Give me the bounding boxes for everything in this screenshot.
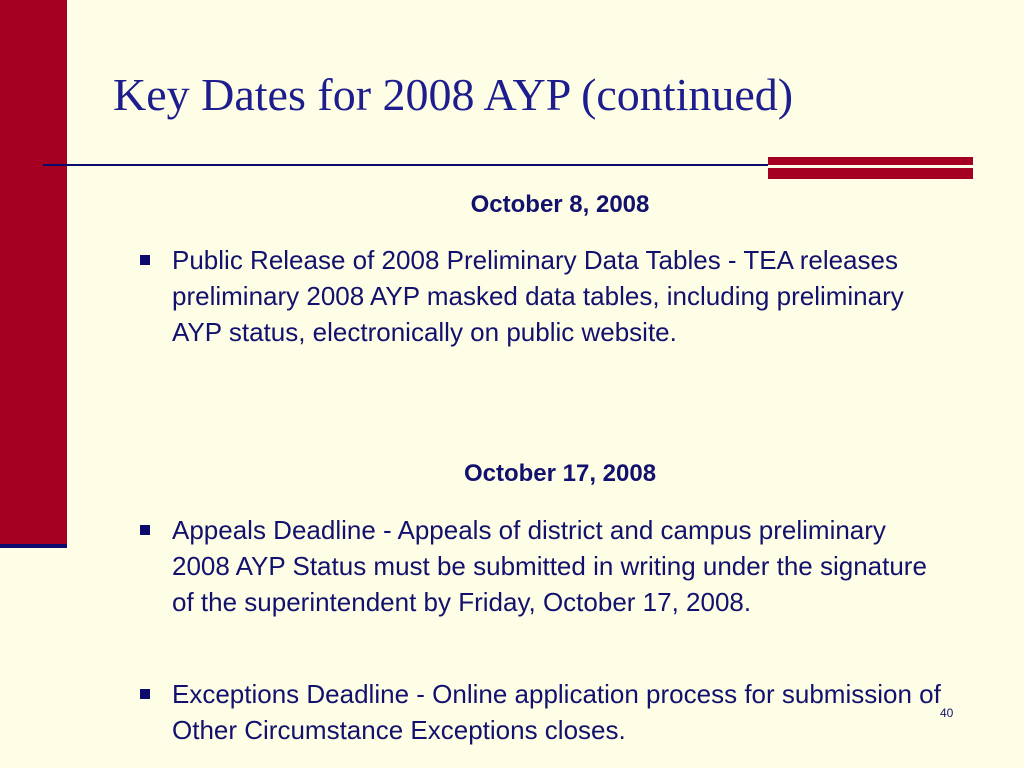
slide-number: 40 bbox=[940, 706, 954, 720]
date-heading-october-8: October 8, 2008 bbox=[470, 191, 650, 218]
left-accent-bar bbox=[0, 0, 67, 544]
bullet-text: Exceptions Deadline - Online application process for submission of Other Circumstance Exceptions closes. bbox=[172, 679, 941, 745]
bullet-exceptions-deadline bbox=[140, 676, 950, 748]
slide-title: Key Dates for 2008 AYP (continued) bbox=[113, 69, 794, 120]
bullet-text: Appeals Deadline - Appeals of district and campus preliminary 2008 AYP Status must be submitted in writing under the signature of the superintendent by Friday, October 17, 2008. bbox=[172, 515, 927, 617]
left-accent-underline bbox=[0, 544, 67, 548]
bullet-text: Public Release of 2008 Preliminary Data Tables - TEA releases preliminary 2008 AYP masked data tables, including preliminary AYP status, electronically on public website. bbox=[172, 245, 904, 347]
bullet-public-release bbox=[140, 242, 950, 350]
square-bullet-icon bbox=[140, 689, 150, 699]
square-bullet-icon bbox=[140, 255, 150, 265]
title-divider bbox=[43, 164, 770, 166]
date-heading-october-17: October 17, 2008 bbox=[463, 460, 657, 487]
square-bullet-icon bbox=[140, 525, 150, 535]
bullet-appeals-deadline bbox=[140, 512, 950, 620]
title-accent-stripe bbox=[768, 165, 973, 168]
title-accent-block bbox=[768, 157, 973, 179]
